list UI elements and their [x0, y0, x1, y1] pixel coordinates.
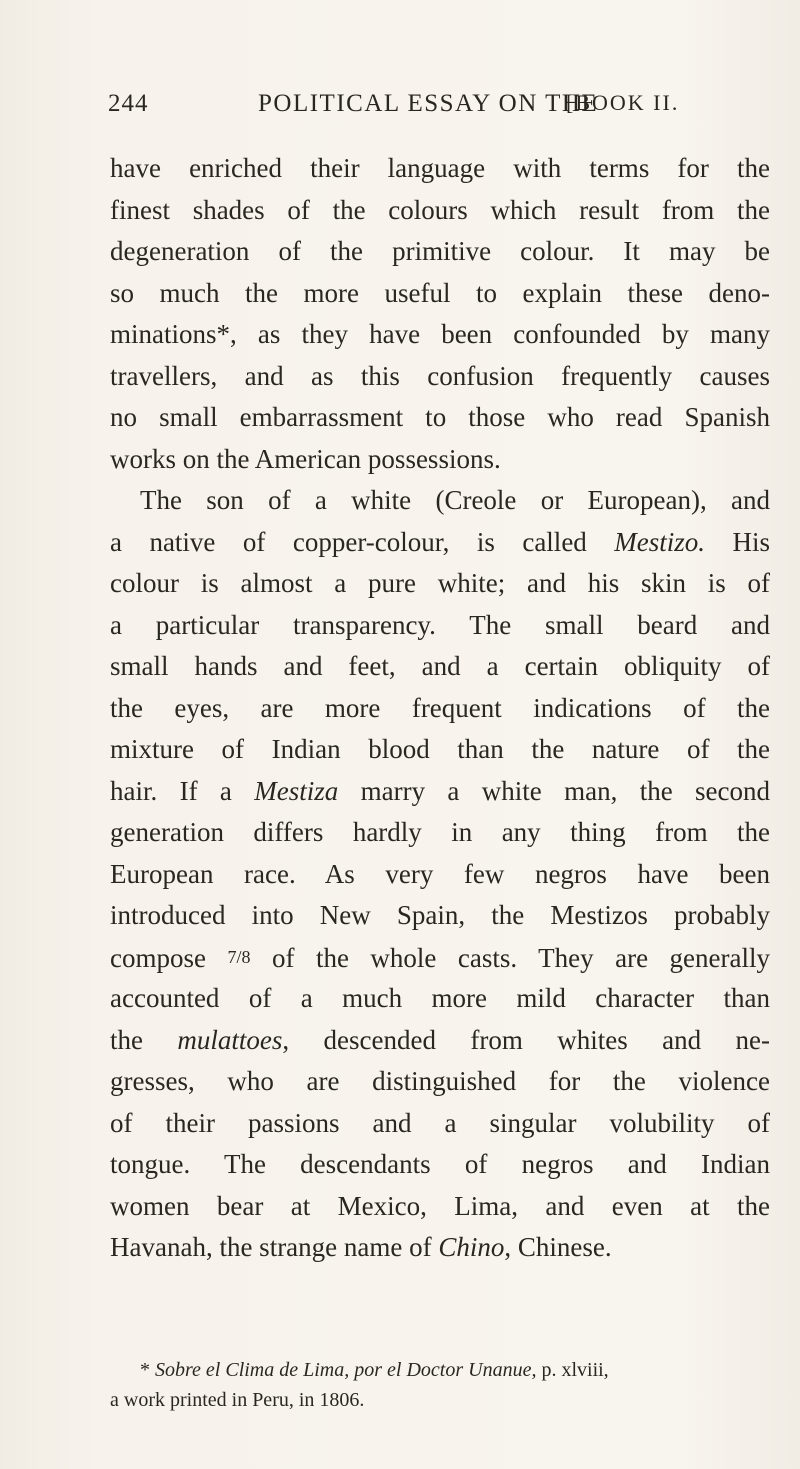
text-line: works on the American possessions.: [110, 443, 501, 474]
text-run: Havanah, the strange name of: [110, 1232, 439, 1262]
term-mestiza: Mestiza: [254, 775, 339, 806]
text-line: introduced into New Spain, the Mestizos probably: [110, 900, 770, 930]
text-line: have enriched their language with terms for the: [110, 153, 770, 183]
text-line: minations*, as they have been confounded by many: [110, 319, 770, 349]
term-mulattoes: mulattoes: [177, 1024, 283, 1055]
text-line: [110, 937, 770, 979]
footnote-ref: p. xlviii,: [536, 1359, 609, 1381]
text-line: mixture of Indian blood than the nature of the: [110, 734, 770, 764]
text-run: hair. If a: [110, 775, 255, 806]
text-line: no small embarrassment to those who read Spanish: [110, 402, 770, 432]
text-line: colour is almost a pure white; and his skin is of: [110, 568, 770, 598]
body-text: [110, 148, 770, 1269]
text-line: [110, 1020, 770, 1062]
text-line: generation differs hardly in any thing from the: [110, 817, 770, 847]
text-line: so much the more useful to explain these deno-: [110, 277, 770, 308]
text-run: of the whole casts. They are generally: [250, 942, 770, 973]
footnote-line: [110, 1355, 770, 1385]
fraction: 7/8: [227, 946, 251, 967]
running-title: POLITICAL ESSAY ON THE: [258, 90, 599, 117]
text-run: , Chinese.: [504, 1232, 612, 1262]
text-run: , descended from whites and ne-: [282, 1024, 770, 1055]
footnote: [110, 1355, 770, 1415]
text-run: marry a white man, the second: [338, 775, 771, 806]
text-run: compose: [110, 942, 228, 973]
text-run: the: [110, 1024, 178, 1055]
text-line: travellers, and as this confusion frequently causes: [110, 360, 770, 391]
text-line: accounted of a much more mild character than: [110, 983, 770, 1013]
term-mestizo: Mestizo.: [614, 526, 706, 557]
page-header: [108, 90, 768, 130]
text-line: finest shades of the colours which result from the: [110, 194, 770, 225]
text-line: [110, 522, 770, 564]
text-line: a particular transparency. The small beard and: [110, 609, 770, 640]
text-line: of their passions and a singular volubility of: [110, 1107, 770, 1138]
text-line: degeneration of the primitive colour. It may be: [110, 236, 770, 266]
footnote-line: a work printed in Peru, in 1806.: [110, 1389, 365, 1411]
text-line: small hands and feet, and a certain obliquity of: [110, 651, 770, 681]
text-line: European race. As very few negros have been: [110, 858, 770, 889]
footnote-marker: *: [140, 1359, 155, 1381]
text-line: women bear at Mexico, Lima, and even at the: [110, 1190, 770, 1221]
footnote-title: Sobre el Clima de Lima, por el Doctor Unanue,: [155, 1359, 537, 1381]
page-number: 244: [108, 90, 149, 117]
text-line: [110, 771, 770, 813]
text-line: [110, 1227, 770, 1269]
book-label: [BOOK II.: [566, 90, 680, 115]
text-run: a native of copper-colour, is called: [110, 526, 615, 557]
term-chino: Chino: [438, 1232, 505, 1262]
text-line: gresses, who are distinguished for the violence: [110, 1066, 770, 1096]
text-line: the eyes, are more frequent indications of the: [110, 692, 770, 723]
text-line: tongue. The descendants of negros and Indian: [110, 1149, 770, 1179]
text-run: His: [705, 526, 770, 557]
text-line: The son of a white (Creole or European), and: [140, 485, 770, 515]
